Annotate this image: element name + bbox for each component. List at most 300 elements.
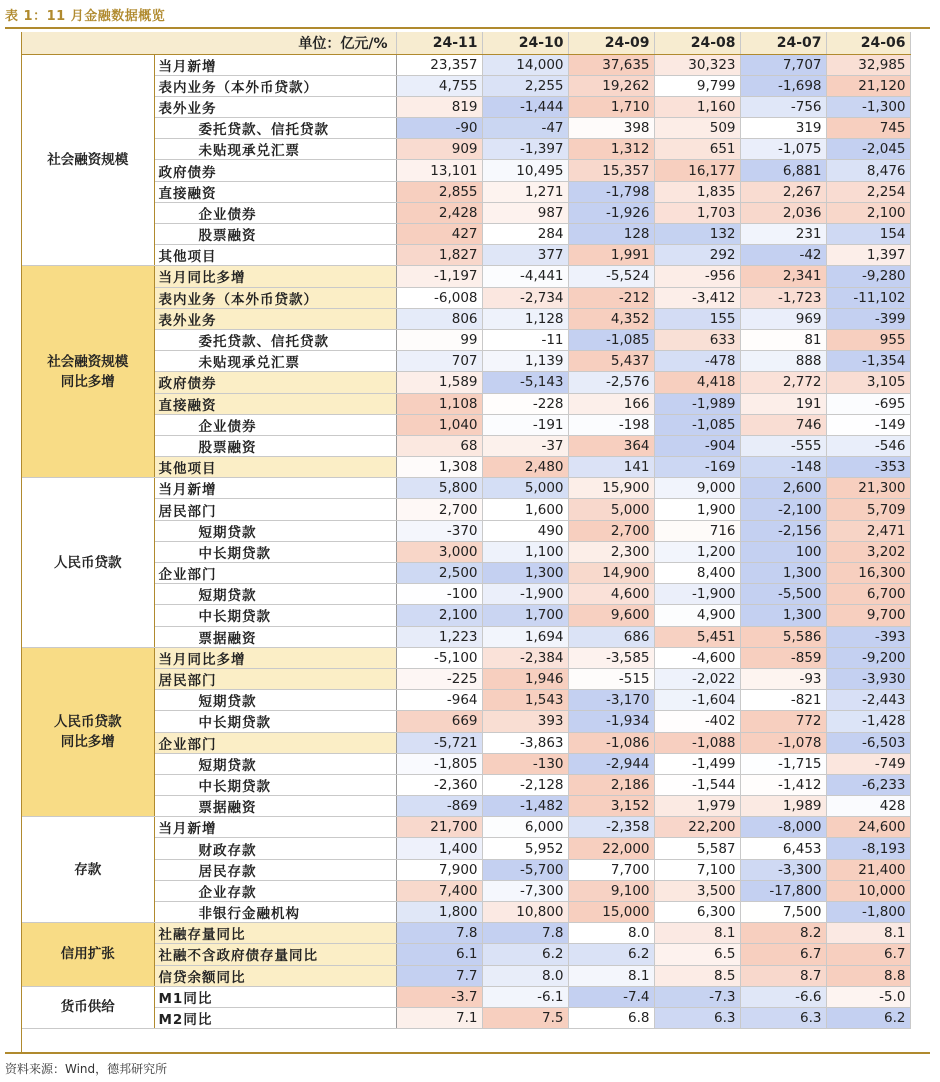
value-cell: -47 (482, 118, 568, 139)
group-label: 货币供给 (22, 986, 154, 1028)
value-cell: 1,223 (396, 626, 482, 647)
value-cell: -9,200 (826, 647, 910, 668)
value-cell: -5,721 (396, 732, 482, 753)
value-cell: -1,800 (826, 902, 910, 923)
table-row (22, 944, 910, 965)
value-cell: 6.2 (482, 944, 568, 965)
value-cell: -169 (654, 457, 740, 478)
value-cell: -1,900 (482, 584, 568, 605)
value-cell: -212 (568, 287, 654, 308)
value-cell: 2,700 (568, 520, 654, 541)
value-cell: 8.5 (654, 965, 740, 986)
period-header: 24-10 (482, 32, 568, 54)
value-cell: 231 (740, 224, 826, 245)
value-cell: -2,022 (654, 668, 740, 689)
row-label: 中长期贷款 (154, 541, 396, 562)
row-label: 社融不含政府债存量同比 (154, 944, 396, 965)
value-cell: 633 (654, 329, 740, 350)
table-row (22, 986, 910, 1007)
value-cell: 2,267 (740, 181, 826, 202)
value-cell: 8.1 (654, 923, 740, 944)
value-cell: -1,698 (740, 75, 826, 96)
value-cell: -225 (396, 668, 482, 689)
value-cell: 24,600 (826, 817, 910, 838)
value-cell: 1,300 (482, 563, 568, 584)
row-label: 未贴现承兑汇票 (154, 351, 396, 372)
period-header: 24-07 (740, 32, 826, 54)
value-cell: -3,170 (568, 690, 654, 711)
value-cell: -17,800 (740, 880, 826, 901)
value-cell: -1,900 (654, 584, 740, 605)
value-cell: 1,400 (396, 838, 482, 859)
table-row (22, 202, 910, 223)
value-cell: -3,930 (826, 668, 910, 689)
value-cell: 6.2 (826, 1007, 910, 1028)
value-cell: 4,600 (568, 584, 654, 605)
value-cell: 1,600 (482, 499, 568, 520)
value-cell: -1,544 (654, 774, 740, 795)
row-label: 当月新增 (154, 478, 396, 499)
value-cell: -93 (740, 668, 826, 689)
value-cell: -5,500 (740, 584, 826, 605)
value-cell: 5,586 (740, 626, 826, 647)
value-cell: 9,600 (568, 605, 654, 626)
table-row (22, 563, 910, 584)
group-label: 存款 (22, 817, 154, 923)
row-label: 居民部门 (154, 499, 396, 520)
table-row (22, 478, 910, 499)
table-row (22, 859, 910, 880)
value-cell: 1,128 (482, 308, 568, 329)
value-cell: 819 (396, 96, 482, 117)
row-label: 短期贷款 (154, 753, 396, 774)
value-cell: 154 (826, 224, 910, 245)
value-cell: -6.1 (482, 986, 568, 1007)
value-cell: -5,143 (482, 372, 568, 393)
value-cell: -478 (654, 351, 740, 372)
value-cell: 6,453 (740, 838, 826, 859)
row-label: 居民部门 (154, 668, 396, 689)
value-cell: 1,710 (568, 96, 654, 117)
value-cell: 14,000 (482, 54, 568, 75)
value-cell: 4,755 (396, 75, 482, 96)
value-cell: 955 (826, 329, 910, 350)
group-label-line: 同比多增 (60, 373, 115, 390)
table-row (22, 393, 910, 414)
table-row (22, 372, 910, 393)
value-cell: 37,635 (568, 54, 654, 75)
group-label-line: 社会融资规模 (47, 353, 129, 370)
value-cell: -1,412 (740, 774, 826, 795)
value-cell: 6.7 (826, 944, 910, 965)
value-cell: -6.6 (740, 986, 826, 1007)
value-cell: 16,177 (654, 160, 740, 181)
value-cell: -6,008 (396, 287, 482, 308)
value-cell: 6.3 (654, 1007, 740, 1028)
value-cell: 746 (740, 414, 826, 435)
table-row (22, 245, 910, 266)
value-cell: -399 (826, 308, 910, 329)
value-cell: -191 (482, 414, 568, 435)
value-cell: 1,694 (482, 626, 568, 647)
value-cell: 7,500 (740, 902, 826, 923)
value-cell: 2,341 (740, 266, 826, 287)
value-cell: -5.0 (826, 986, 910, 1007)
row-label: 企业部门 (154, 563, 396, 584)
value-cell: 1,139 (482, 351, 568, 372)
group-label: 人民币贷款 (22, 478, 154, 648)
row-label: 票据融资 (154, 626, 396, 647)
table-row (22, 753, 910, 774)
value-cell: 10,000 (826, 880, 910, 901)
value-cell: 1,271 (482, 181, 568, 202)
value-cell: 1,308 (396, 457, 482, 478)
value-cell: 16,300 (826, 563, 910, 584)
table-row (22, 647, 910, 668)
source-note: 资料来源：Wind，德邦研究所 (5, 1062, 168, 1076)
table-row (22, 965, 910, 986)
value-cell: -749 (826, 753, 910, 774)
value-cell: 1,543 (482, 690, 568, 711)
value-cell: -695 (826, 393, 910, 414)
value-cell: 5,000 (482, 478, 568, 499)
value-cell: -402 (654, 711, 740, 732)
value-cell: 191 (740, 393, 826, 414)
value-cell: -2,045 (826, 139, 910, 160)
value-cell: 5,437 (568, 351, 654, 372)
value-cell: 427 (396, 224, 482, 245)
row-label: 直接融资 (154, 393, 396, 414)
value-cell: -5,700 (482, 859, 568, 880)
value-cell: 909 (396, 139, 482, 160)
value-cell: 22,200 (654, 817, 740, 838)
value-cell: 10,800 (482, 902, 568, 923)
value-cell: 4,418 (654, 372, 740, 393)
value-cell: -2,100 (740, 499, 826, 520)
row-label: 居民存款 (154, 859, 396, 880)
value-cell: 15,900 (568, 478, 654, 499)
value-cell: 8,476 (826, 160, 910, 181)
row-label: 委托贷款、信托贷款 (154, 329, 396, 350)
caption-rule (5, 27, 930, 29)
value-cell: 100 (740, 541, 826, 562)
table-row (22, 668, 910, 689)
table-row (22, 732, 910, 753)
value-cell: 8.1 (568, 965, 654, 986)
row-label: 中长期贷款 (154, 605, 396, 626)
value-cell: 8.7 (740, 965, 826, 986)
table-row (22, 880, 910, 901)
value-cell: 5,000 (568, 499, 654, 520)
row-label: 当月新增 (154, 817, 396, 838)
value-cell: -1,798 (568, 181, 654, 202)
table-row (22, 902, 910, 923)
value-cell: 9,700 (826, 605, 910, 626)
row-label: 表外业务 (154, 308, 396, 329)
value-cell: -1,078 (740, 732, 826, 753)
value-cell: -1,989 (654, 393, 740, 414)
value-cell: 2,480 (482, 457, 568, 478)
value-cell: 6.7 (740, 944, 826, 965)
row-label: 表外业务 (154, 96, 396, 117)
value-cell: 1,835 (654, 181, 740, 202)
row-label: 委托贷款、信托贷款 (154, 118, 396, 139)
value-cell: -11 (482, 329, 568, 350)
period-header: 24-06 (826, 32, 910, 54)
unit-label: 单位：亿元/% (22, 32, 396, 54)
value-cell: -148 (740, 457, 826, 478)
value-cell: 8.0 (482, 965, 568, 986)
table-row (22, 626, 910, 647)
value-cell: -42 (740, 245, 826, 266)
value-cell: 21,300 (826, 478, 910, 499)
value-cell: 6,881 (740, 160, 826, 181)
value-cell: -1,926 (568, 202, 654, 223)
value-cell: 1,300 (740, 563, 826, 584)
value-cell: 6.5 (654, 944, 740, 965)
financial-data-table (22, 32, 911, 1029)
value-cell: 3,202 (826, 541, 910, 562)
value-cell: 15,357 (568, 160, 654, 181)
value-cell: 99 (396, 329, 482, 350)
value-cell: 81 (740, 329, 826, 350)
group-label: 信用扩张 (22, 923, 154, 987)
value-cell: -1,397 (482, 139, 568, 160)
value-cell: 1,946 (482, 668, 568, 689)
value-cell: 1,312 (568, 139, 654, 160)
value-cell: -37 (482, 435, 568, 456)
value-cell: 1,989 (740, 796, 826, 817)
period-header: 24-09 (568, 32, 654, 54)
value-cell: 1,703 (654, 202, 740, 223)
value-cell: 2,186 (568, 774, 654, 795)
value-cell: -3,412 (654, 287, 740, 308)
row-label: 政府债券 (154, 160, 396, 181)
value-cell: 8.8 (826, 965, 910, 986)
value-cell: 8.2 (740, 923, 826, 944)
value-cell: 7,100 (654, 859, 740, 880)
row-label: 票据融资 (154, 796, 396, 817)
value-cell: 21,120 (826, 75, 910, 96)
value-cell: 2,700 (396, 499, 482, 520)
value-cell: -11,102 (826, 287, 910, 308)
table-row (22, 774, 910, 795)
value-cell: -3.7 (396, 986, 482, 1007)
value-cell: 166 (568, 393, 654, 414)
value-cell: -869 (396, 796, 482, 817)
table-body (22, 32, 910, 1029)
header-row (22, 32, 910, 54)
value-cell: 364 (568, 435, 654, 456)
value-cell: -228 (482, 393, 568, 414)
table-row (22, 520, 910, 541)
row-label: 未贴现承兑汇票 (154, 139, 396, 160)
row-label: 股票融资 (154, 435, 396, 456)
value-cell: 23,357 (396, 54, 482, 75)
table-row (22, 54, 910, 75)
row-label: 短期贷款 (154, 520, 396, 541)
value-cell: 9,000 (654, 478, 740, 499)
value-cell: -90 (396, 118, 482, 139)
value-cell: 1,991 (568, 245, 654, 266)
value-cell: 22,000 (568, 838, 654, 859)
value-cell: -1,088 (654, 732, 740, 753)
value-cell: -370 (396, 520, 482, 541)
value-cell: -5,100 (396, 647, 482, 668)
table-row (22, 817, 910, 838)
value-cell: 68 (396, 435, 482, 456)
value-cell: 7,700 (568, 859, 654, 880)
row-label: 其他项目 (154, 245, 396, 266)
value-cell: 6.1 (396, 944, 482, 965)
value-cell: 707 (396, 351, 482, 372)
value-cell: 7,900 (396, 859, 482, 880)
value-cell: -756 (740, 96, 826, 117)
value-cell: 5,952 (482, 838, 568, 859)
row-label: 直接融资 (154, 181, 396, 202)
value-cell: 2,772 (740, 372, 826, 393)
table-caption: 表 1：11 月金融数据概览 (5, 9, 166, 24)
table-row (22, 923, 910, 944)
value-cell: 13,101 (396, 160, 482, 181)
value-cell: 5,587 (654, 838, 740, 859)
value-cell: -130 (482, 753, 568, 774)
table-row (22, 499, 910, 520)
table-row (22, 711, 910, 732)
value-cell: 9,100 (568, 880, 654, 901)
value-cell: -1,075 (740, 139, 826, 160)
value-cell: -904 (654, 435, 740, 456)
value-cell: -1,197 (396, 266, 482, 287)
row-label: 非银行金融机构 (154, 902, 396, 923)
value-cell: 132 (654, 224, 740, 245)
value-cell: -1,723 (740, 287, 826, 308)
table-row (22, 584, 910, 605)
value-cell: -1,086 (568, 732, 654, 753)
table-row (22, 181, 910, 202)
table-row (22, 118, 910, 139)
table-row (22, 75, 910, 96)
group-label-line: 同比多增 (60, 734, 115, 750)
value-cell: -393 (826, 626, 910, 647)
value-cell: 1,827 (396, 245, 482, 266)
table-row (22, 838, 910, 859)
row-label: 中长期贷款 (154, 711, 396, 732)
value-cell: 21,700 (396, 817, 482, 838)
value-cell: -821 (740, 690, 826, 711)
table-row (22, 266, 910, 287)
value-cell: 1,900 (654, 499, 740, 520)
left-rule (5, 32, 22, 1053)
group-label (22, 647, 154, 817)
table-row (22, 457, 910, 478)
value-cell: 7.1 (396, 1007, 482, 1028)
value-cell: 7.7 (396, 965, 482, 986)
value-cell: -1,482 (482, 796, 568, 817)
value-cell: 1,397 (826, 245, 910, 266)
row-label: 社融存量同比 (154, 923, 396, 944)
value-cell: 141 (568, 457, 654, 478)
value-cell: -353 (826, 457, 910, 478)
value-cell: 155 (654, 308, 740, 329)
row-label: 当月同比多增 (154, 266, 396, 287)
value-cell: -964 (396, 690, 482, 711)
value-cell: -7,300 (482, 880, 568, 901)
table-row (22, 1007, 910, 1028)
value-cell: 2,428 (396, 202, 482, 223)
value-cell: 398 (568, 118, 654, 139)
value-cell: 6,700 (826, 584, 910, 605)
value-cell: -1,444 (482, 96, 568, 117)
value-cell: 806 (396, 308, 482, 329)
value-cell: -4,600 (654, 647, 740, 668)
value-cell: -1,604 (654, 690, 740, 711)
value-cell: -100 (396, 584, 482, 605)
bottom-rule (5, 1052, 930, 1054)
value-cell: 716 (654, 520, 740, 541)
value-cell: 5,451 (654, 626, 740, 647)
value-cell: 2,255 (482, 75, 568, 96)
value-cell: -1,085 (654, 414, 740, 435)
value-cell: -1,499 (654, 753, 740, 774)
table-row (22, 329, 910, 350)
value-cell: 319 (740, 118, 826, 139)
value-cell: 509 (654, 118, 740, 139)
value-cell: -6,233 (826, 774, 910, 795)
value-cell: 377 (482, 245, 568, 266)
value-cell: -9,280 (826, 266, 910, 287)
value-cell: 1,160 (654, 96, 740, 117)
value-cell: 669 (396, 711, 482, 732)
value-cell: -515 (568, 668, 654, 689)
row-label: 股票融资 (154, 224, 396, 245)
value-cell: -2,156 (740, 520, 826, 541)
value-cell: 1,589 (396, 372, 482, 393)
value-cell: 1,700 (482, 605, 568, 626)
value-cell: 4,352 (568, 308, 654, 329)
value-cell: -1,354 (826, 351, 910, 372)
value-cell: -4,441 (482, 266, 568, 287)
value-cell: 15,000 (568, 902, 654, 923)
row-label: 企业债券 (154, 414, 396, 435)
value-cell: 8.0 (568, 923, 654, 944)
value-cell: -5,524 (568, 266, 654, 287)
value-cell: 2,100 (826, 202, 910, 223)
value-cell: -1,300 (826, 96, 910, 117)
value-cell: 745 (826, 118, 910, 139)
value-cell: 6.8 (568, 1007, 654, 1028)
row-label: 企业部门 (154, 732, 396, 753)
value-cell: -7.3 (654, 986, 740, 1007)
value-cell: -1,934 (568, 711, 654, 732)
table-row (22, 351, 910, 372)
row-label: 企业存款 (154, 880, 396, 901)
value-cell: 6.2 (568, 944, 654, 965)
row-label: 政府债券 (154, 372, 396, 393)
row-label: 短期贷款 (154, 690, 396, 711)
value-cell: -2,358 (568, 817, 654, 838)
group-label-line: 人民币贷款 (54, 714, 122, 730)
value-cell: -198 (568, 414, 654, 435)
value-cell: 7,707 (740, 54, 826, 75)
value-cell: 128 (568, 224, 654, 245)
value-cell: 969 (740, 308, 826, 329)
value-cell: 1,200 (654, 541, 740, 562)
value-cell: 1,040 (396, 414, 482, 435)
value-cell: 2,254 (826, 181, 910, 202)
value-cell: 686 (568, 626, 654, 647)
value-cell: 14,900 (568, 563, 654, 584)
